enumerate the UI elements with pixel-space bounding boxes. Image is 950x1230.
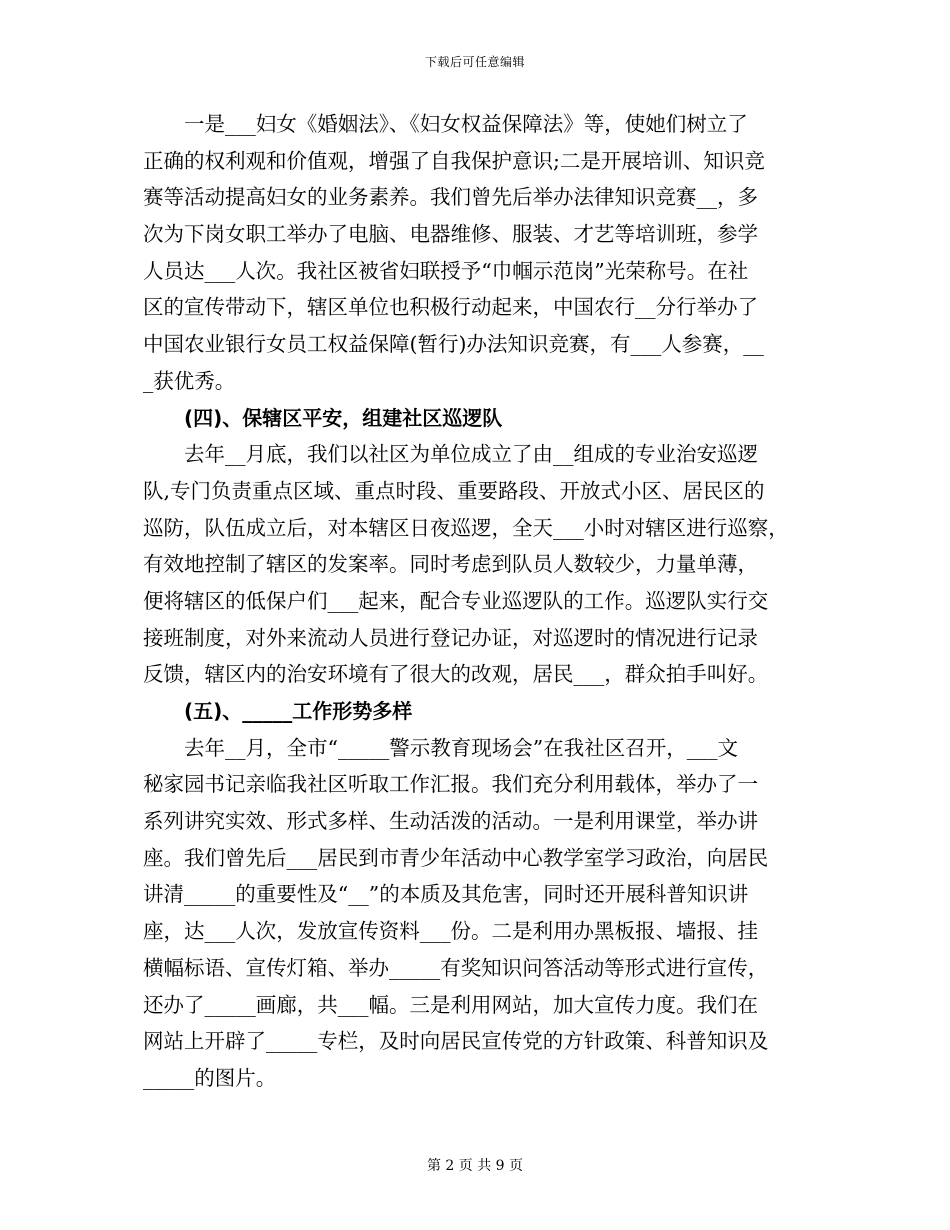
text-line: 赛等活动提高妇女的业务素养。我们曾先后举办法律知识竞赛__，多 <box>143 185 758 210</box>
text-line: 巡防，队伍成立后，对本辖区日夜巡逻，全天___小时对辖区进行巡察， <box>143 515 789 540</box>
text-line: 网站上开辟了_____专栏，及时向居民宣传党的方针政策、科普知识及 <box>143 1029 769 1054</box>
text-line: 次为下岗女职工举办了电脑、电器维修、服装、才艺等培训班，参学 <box>143 222 758 247</box>
text-line: 正确的权利观和价值观，增强了自我保护意识;二是开展培训、知识竞 <box>143 148 765 173</box>
text-line: 接班制度，对外来流动人员进行登记办证，对巡逻时的情况进行记录 <box>143 625 758 650</box>
text-line: 一是___妇女《婚姻法》、《妇女权益保障法》等，使她们树立了 <box>184 112 748 136</box>
text-line: 便将辖区的低保户们___起来，配合专业巡逻队的工作。巡逻队实行交 <box>143 588 769 613</box>
section-heading: (四)、保辖区平安，组建社区巡逻队 <box>184 405 503 430</box>
text-line: 系列讲究实效、形式多样、生动活泼的活动。一是利用课堂，举办讲 <box>143 809 758 834</box>
text-line: 区的宣传带动下，辖区单位也积极行动起来，中国农行__分行举办了 <box>143 295 758 320</box>
text-line: 人员达___人次。我社区被省妇联授予“巾帼示范岗”光荣称号。在社 <box>143 258 749 283</box>
text-line: 有效地控制了辖区的发案率。同时考虑到队员人数较少，力量单薄， <box>143 552 758 577</box>
text-line: 座。我们曾先后___居民到市青少年活动中心教学室学习政治，向居民 <box>143 845 769 870</box>
text-line: 去年__月底，我们以社区为单位成立了由__组成的专业治安巡逻 <box>184 442 758 467</box>
page-number: 第 2 页 共 9 页 <box>426 1158 524 1174</box>
text-line: 座，达___人次，发放宣传资料___份。二是利用办黑板报、墙报、挂 <box>143 919 758 944</box>
text-line: _获优秀。 <box>143 368 236 393</box>
text-line: 去年__月，全市“_____警示教育现场会”在我社区召开，___文 <box>184 735 738 760</box>
text-line: 队,专门负责重点区域、重点时段、重要路段、开放式小区、居民区的 <box>143 478 765 503</box>
text-line: 秘家园书记亲临我社区听取工作汇报。我们充分利用载体，举办了一 <box>143 772 758 797</box>
text-line: 讲清_____的重要性及“__”的本质及其危害，同时还开展科普知识讲 <box>143 882 749 907</box>
text-line: 还办了_____画廊，共___幅。三是利用网站，加大宣传力度。我们在 <box>143 992 758 1017</box>
document-body <box>143 106 811 1097</box>
section-heading: (五)、_____工作形势多样 <box>184 699 413 723</box>
page-header: 下载后可任意编辑 <box>424 55 525 69</box>
text-line: 中国农业银行女员工权益保障(暂行)办法知识竞赛，有___人参赛，__ <box>143 332 764 357</box>
text-line: 横幅标语、宣传灯箱、举办_____有奖知识问答活动等形式进行宣传， <box>143 955 769 980</box>
text-line: 反馈，辖区内的治安环境有了很大的改观，居民___，群众拍手叫好。 <box>143 662 769 687</box>
text-line: _____的图片。 <box>143 1065 277 1090</box>
